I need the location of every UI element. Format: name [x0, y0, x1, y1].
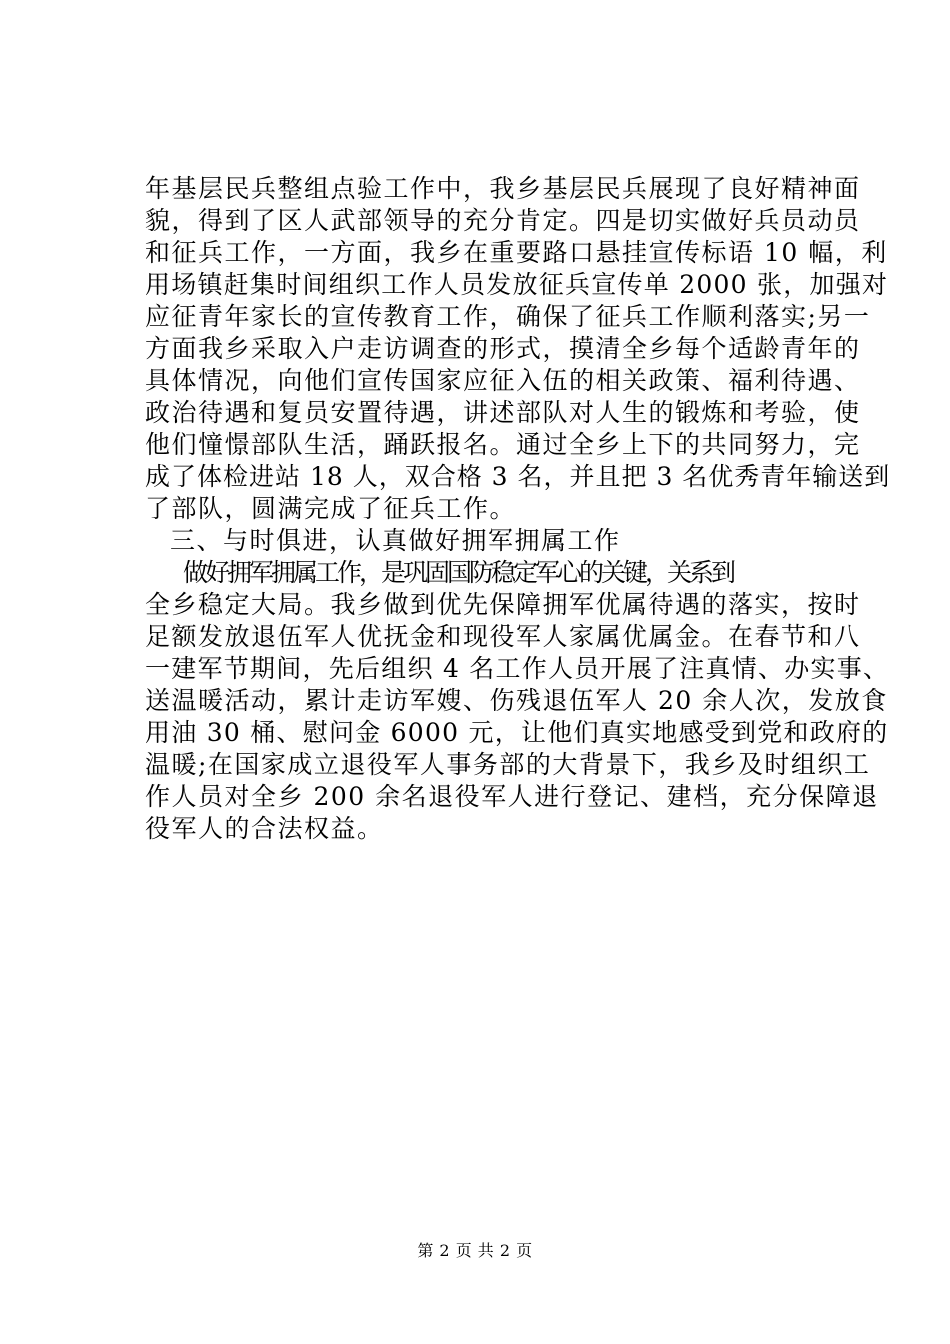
text-line: 全乡稳定大局。我乡做到优先保障拥军优属待遇的落实，按时	[145, 590, 861, 619]
section-heading: 三、与时俱进，认真做好拥军拥属工作	[170, 526, 621, 555]
text-line: 温暖;在国家成立退役军人事务部的大背景下，我乡及时组织工	[145, 750, 871, 779]
text-line: 貌，得到了区人武部领导的充分肯定。四是切实做好兵员动员	[145, 206, 861, 235]
text-line: 年基层民兵整组点验工作中，我乡基层民兵展现了良好精神面	[145, 174, 861, 203]
text-line: 了部队，圆满完成了征兵工作。	[145, 494, 517, 523]
text-line: 成了体检进站 18 人，双合格 3 名，并且把 3 名优秀青年输送到	[145, 462, 891, 491]
text-line: 政治待遇和复员安置待遇，讲述部队对人生的锻炼和考验，使	[145, 398, 861, 427]
text-line: 方面我乡采取入户走访调查的形式，摸清全乡每个适龄青年的	[145, 334, 861, 363]
text-line: 送温暖活动，累计走访军嫂、伤残退伍军人 20 余人次，发放食	[145, 686, 888, 715]
text-line: 具体情况，向他们宣传国家应征入伍的相关政策、福利待遇、	[145, 366, 861, 395]
page-number-footer: 第 2 页 共 2 页	[417, 1241, 533, 1260]
text-line: 他们憧憬部队生活，踊跃报名。通过全乡上下的共同努力，完	[145, 430, 861, 459]
text-line: 应征青年家长的宣传教育工作，确保了征兵工作顺利落实;另一	[145, 302, 871, 331]
text-line: 和征兵工作，一方面，我乡在重要路口悬挂宣传标语 10 幅，利	[145, 238, 888, 267]
text-line: 做好拥军拥属工作，是巩固国防稳定军心的关键，关系到	[183, 558, 734, 587]
text-line: 用场镇赶集时间组织工作人员发放征兵宣传单 2000 张，加强对	[145, 270, 889, 299]
text-line: 作人员对全乡 200 余名退役军人进行登记、建档，充分保障退	[145, 782, 879, 811]
text-line: 用油 30 桶、慰问金 6000 元，让他们真实地感受到党和政府的	[145, 718, 889, 747]
text-line: 役军人的合法权益。	[145, 814, 384, 843]
text-line: 一建军节期间，先后组织 4 名工作人员开展了注真情、办实事、	[145, 654, 890, 683]
text-line: 足额发放退伍军人优抚金和现役军人家属优属金。在春节和八	[145, 622, 861, 651]
